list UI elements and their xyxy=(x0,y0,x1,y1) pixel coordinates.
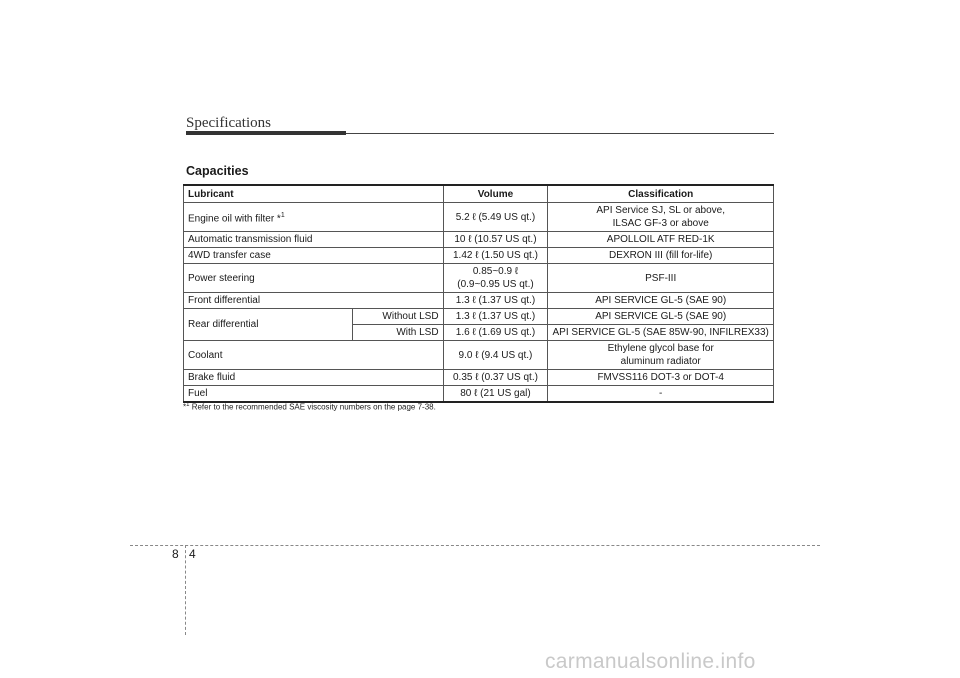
header-accent-bar xyxy=(186,131,346,135)
footnote-number: 1 xyxy=(186,402,190,408)
watermark: carmanualsonline.info xyxy=(545,650,756,673)
footnote-text: Refer to the recommended SAE viscosity numbers on the page 7-38. xyxy=(191,402,436,412)
table-row xyxy=(184,370,774,386)
table-row xyxy=(184,248,774,264)
table-row xyxy=(184,232,774,248)
classification-cell: APOLLOIL ATF RED-1K xyxy=(548,232,774,248)
volume-cell: 80 ℓ (21 US gal) xyxy=(443,386,548,403)
volume-line: (0.9~0.95 US qt.) xyxy=(457,279,534,290)
volume-cell: 1.6 ℓ (1.69 US qt.) xyxy=(443,325,548,341)
classification-cell xyxy=(548,203,774,232)
footnote-mark: * xyxy=(183,402,187,412)
volume-cell: 10 ℓ (10.57 US qt.) xyxy=(443,232,548,248)
classification-line: API Service SJ, SL or above, xyxy=(596,205,725,216)
sub-type-cell: With LSD xyxy=(352,325,443,341)
table-row xyxy=(184,203,774,232)
volume-cell: 9.0 ℓ (9.4 US qt.) xyxy=(443,341,548,370)
lubricant-cell: Brake fluid xyxy=(184,370,444,386)
volume-cell: 1.42 ℓ (1.50 US qt.) xyxy=(443,248,548,264)
chapter-number: 8 xyxy=(172,547,179,561)
classification-cell xyxy=(548,341,774,370)
lubricant-cell: Automatic transmission fluid xyxy=(184,232,444,248)
footer-divider xyxy=(130,545,820,546)
classification-cell: API SERVICE GL-5 (SAE 85W-90, INFILREX33) xyxy=(548,325,774,341)
lubricant-cell xyxy=(184,203,444,232)
classification-cell: - xyxy=(548,386,774,403)
table-row xyxy=(184,341,774,370)
volume-cell: 1.3 ℓ (1.37 US qt.) xyxy=(443,309,548,325)
page-number: 4 xyxy=(189,547,196,561)
lubricant-cell: Front differential xyxy=(184,293,444,309)
classification-line: Ethylene glycol base for xyxy=(607,343,714,354)
table-row xyxy=(184,386,774,403)
lubricant-cell: 4WD transfer case xyxy=(184,248,444,264)
classification-cell: PSF-III xyxy=(548,264,774,293)
classification-cell: API SERVICE GL-5 (SAE 90) xyxy=(548,309,774,325)
volume-line: 0.85~0.9 ℓ xyxy=(472,266,519,277)
footnote xyxy=(183,402,436,412)
lubricant-cell: Rear differential xyxy=(184,309,353,341)
header-classification: Classification xyxy=(548,185,774,203)
classification-cell: API SERVICE GL-5 (SAE 90) xyxy=(548,293,774,309)
page-header-title: Specifications xyxy=(186,115,271,131)
lubricant-cell: Power steering xyxy=(184,264,444,293)
sub-type-cell: Without LSD xyxy=(352,309,443,325)
lubricant-cell: Coolant xyxy=(184,341,444,370)
volume-cell: 1.3 ℓ (1.37 US qt.) xyxy=(443,293,548,309)
lubricant-name: Engine oil with filter * xyxy=(188,213,281,225)
classification-line: aluminum radiator xyxy=(620,356,701,367)
footnote-ref: 1 xyxy=(280,211,285,219)
table-header-row xyxy=(184,185,774,203)
table-row xyxy=(184,293,774,309)
section-title: Capacities xyxy=(186,164,249,178)
classification-cell: DEXRON III (fill for-life) xyxy=(548,248,774,264)
footer-vertical-divider xyxy=(185,545,186,635)
capacities-table xyxy=(183,184,774,403)
table-row xyxy=(184,309,774,325)
header-volume: Volume xyxy=(443,185,548,203)
header-lubricant: Lubricant xyxy=(184,185,444,203)
lubricant-cell: Fuel xyxy=(184,386,444,403)
volume-cell: 5.2 ℓ (5.49 US qt.) xyxy=(443,203,548,232)
volume-cell xyxy=(443,264,548,293)
classification-cell: FMVSS116 DOT-3 or DOT-4 xyxy=(548,370,774,386)
table-row xyxy=(184,264,774,293)
classification-line: ILSAC GF-3 or above xyxy=(612,218,709,229)
volume-cell: 0.35 ℓ (0.37 US qt.) xyxy=(443,370,548,386)
